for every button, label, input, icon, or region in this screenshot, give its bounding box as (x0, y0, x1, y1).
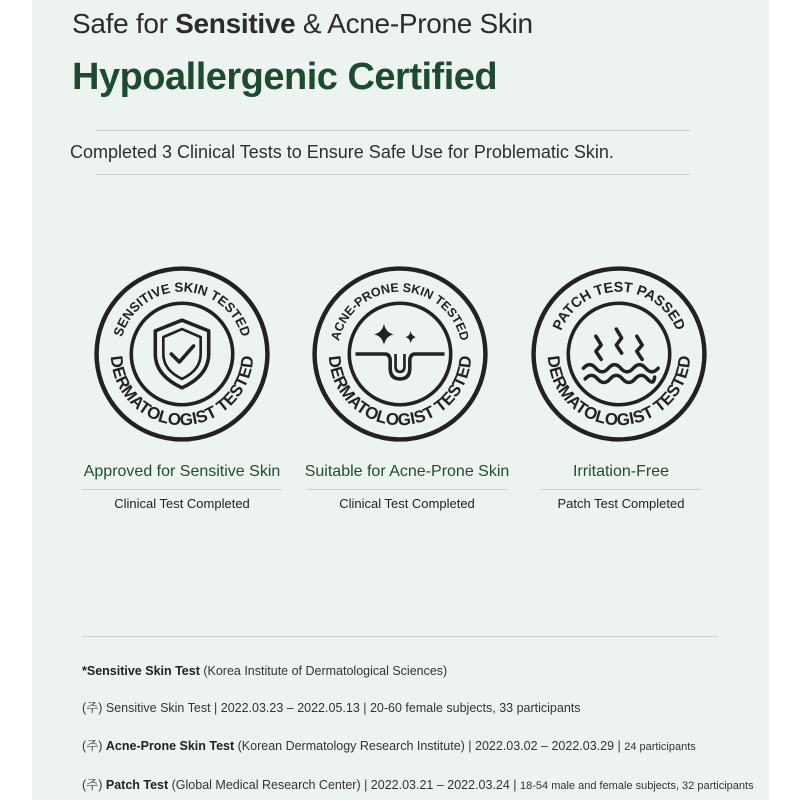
badge-divider (82, 489, 282, 490)
footnote-acne-bold: Acne-Prone Skin Test (105, 739, 235, 753)
badge-top-arc-text: PATCH TEST PASSED (550, 279, 688, 333)
headline-text-end: & Acne-Prone Skin (295, 8, 533, 39)
intro-text: Completed 3 Clinical Tests to Ensure Safe Use for Problematic Skin. (70, 142, 614, 162)
footnote-patch (82, 775, 754, 793)
badge-subtitle-acne: Clinical Test Completed (339, 496, 475, 511)
certification-title: Hypoallergenic Certified (72, 56, 498, 98)
divider-top (96, 130, 690, 131)
footnote-acne-participants: 24 participants (624, 741, 696, 753)
badge-subtitle-patch: Patch Test Completed (557, 496, 685, 511)
footnote-header-bold: *Sensitive Skin Test (82, 664, 200, 678)
badge-top-arc-text: SENSITIVE SKIN TESTED (110, 279, 254, 339)
divider-footnotes (82, 636, 718, 637)
headline-text: Safe for (72, 8, 176, 39)
badge-acne-prone-skin (311, 265, 489, 443)
badge-bottom-arc-text: DERMATOLOGIST TESTED (543, 354, 695, 430)
pore-sparkle-icon (356, 324, 445, 379)
footnote-acne-rest: (Korean Dermatology Research Institute) | 2022.03.02 – 2022.03.29 | (234, 739, 625, 753)
badge-title-patch: Irritation-Free (572, 463, 670, 480)
footnote-prefix: (주) (82, 778, 106, 792)
headline (72, 8, 533, 40)
badge-bottom-arc-text: DERMATOLOGIST TESTED (324, 354, 476, 430)
footnote-prefix: (주) (82, 739, 106, 753)
badge-seal (530, 265, 708, 443)
badge-seal (93, 265, 271, 443)
badge-divider (541, 489, 701, 490)
footnote-patch-participants: 18-54 male and female subjects, 32 participants (520, 780, 754, 792)
headline-bold-text: Sensitive (175, 8, 296, 39)
badge-title-sensitive: Approved for Sensitive Skin (83, 463, 281, 480)
shield-check-icon (155, 320, 208, 388)
badge-title-acne: Suitable for Acne-Prone Skin (304, 463, 510, 480)
badge-seal (311, 265, 489, 443)
badge-bottom-arc-text: DERMATOLOGIST TESTED (106, 354, 258, 430)
footnote-header-rest: (Korea Institute of Dermatological Sciences) (199, 664, 448, 678)
badge-subtitle-sensitive: Clinical Test Completed (114, 496, 250, 511)
badge-patch-test (530, 265, 708, 443)
badge-sensitive-skin (93, 265, 271, 443)
divider-intro (96, 174, 690, 175)
irritation-wave-icon (583, 329, 658, 382)
footnote-patch-rest: (Global Medical Research Center) | 2022.03.21 – 2022.03.24 | (168, 778, 521, 792)
footnote-sensitive: (주) Sensitive Skin Test | 2022.03.23 – 2022.05.13 | 20-60 female subjects, 33 participants (82, 701, 581, 715)
badge-divider (307, 489, 507, 490)
footnote-header (82, 664, 447, 678)
footnote-acne (82, 736, 696, 754)
badge-top-arc-text: ACNE-PRONE SKIN TESTED (328, 280, 472, 343)
footnote-patch-bold: Patch Test (105, 778, 169, 792)
